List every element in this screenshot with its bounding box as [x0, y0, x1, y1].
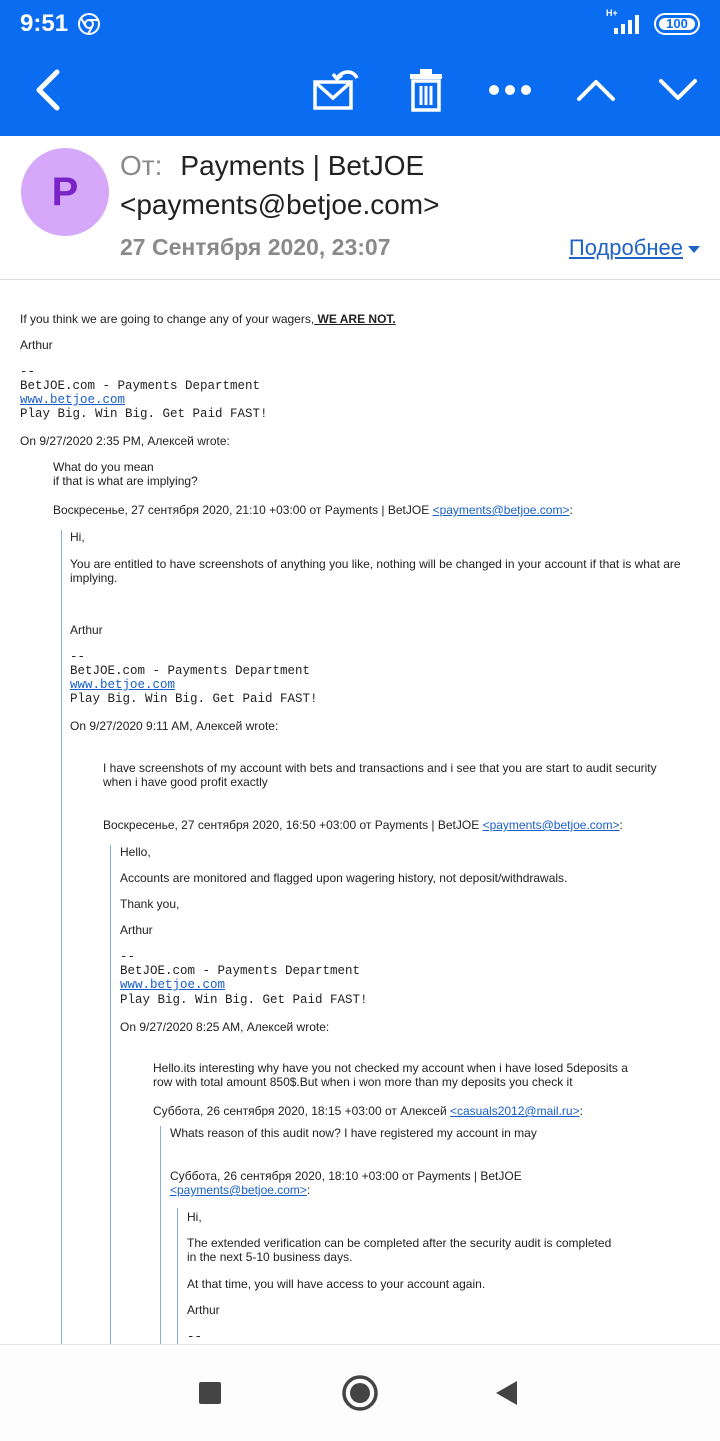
from-line — [120, 150, 424, 182]
quote-1-line-2: if that is what are implying? — [53, 474, 198, 488]
sender-name[interactable]: Payments | BetJOE — [180, 150, 425, 181]
signature-name: Arthur — [20, 338, 53, 352]
quote-1-email-link[interactable]: <payments@betjoe.com> — [432, 503, 570, 517]
quote-3-header-colon: : — [619, 818, 623, 832]
mark-unread-icon — [311, 68, 361, 112]
signature-company: BetJOE.com - Payments Department — [20, 379, 261, 393]
quote-2-name: Arthur — [70, 623, 103, 637]
details-label: Подробнее — [568, 235, 683, 260]
next-message-button[interactable] — [648, 60, 708, 120]
quote-6-header-line-1: Суббота, 26 сентября 2020, 18:10 +03:00 от Payments | BetJOE — [170, 1169, 522, 1183]
back-arrow-icon — [33, 68, 63, 112]
quote-3-email-link[interactable]: <payments@betjoe.com> — [482, 818, 620, 832]
quote-7-dash: -- — [187, 1330, 203, 1344]
details-link[interactable] — [569, 235, 700, 261]
app-bar — [0, 0, 720, 136]
delete-button[interactable] — [396, 60, 456, 120]
quote-1-header-colon: : — [569, 503, 573, 517]
quote-2-para-line-2: implying. — [70, 571, 118, 585]
quote-3-line-1: I have screenshots of my account with bets and transactions and i see that you are start to audit security — [103, 761, 657, 775]
quote-bar-level-2 — [110, 845, 111, 1344]
quote-7-line-3: At that time, you will have access to your account again. — [187, 1277, 486, 1291]
quote-5-header — [153, 1104, 583, 1118]
message-body — [0, 280, 720, 1344]
sender-email[interactable]: <payments@betjoe.com> — [120, 189, 440, 220]
quote-5-header-text: Суббота, 26 сентября 2020, 18:15 +03:00 от Алексей — [153, 1104, 450, 1118]
status-bar — [0, 0, 720, 50]
quote-3-header-text: Воскресенье, 27 сентября 2020, 16:50 +03:00 от Payments | BetJOE — [103, 818, 483, 832]
quote-4-site-link[interactable]: www.betjoe.com — [120, 978, 226, 992]
intro-text-bold: WE ARE NOT. — [314, 312, 396, 326]
quote-2-greeting: Hi, — [70, 530, 85, 544]
network-type-label: H+ — [606, 8, 618, 18]
signature-dash: -- — [20, 365, 36, 379]
quote-3-line-2: when i have good profit exactly — [103, 775, 268, 789]
intro-text-main: If you think we are going to change any of your wagers, — [20, 312, 315, 326]
quote-4-name: Arthur — [120, 923, 153, 937]
mark-unread-button[interactable] — [306, 60, 366, 120]
trash-icon — [406, 68, 446, 112]
intro-text — [20, 312, 396, 326]
recents-square-icon — [198, 1381, 222, 1405]
quote-2-site-link[interactable]: www.betjoe.com — [70, 678, 176, 692]
quote-3-header — [103, 818, 623, 832]
quote-7-line-1: The extended verification can be completed after the security audit is completed — [187, 1236, 612, 1250]
quote-4-greeting: Hello, — [120, 845, 151, 859]
system-back-button[interactable] — [482, 1369, 530, 1417]
battery-icon — [654, 13, 700, 35]
quote-bar-level-1 — [61, 530, 62, 1344]
more-button[interactable] — [480, 60, 540, 120]
quote-bar-level-3 — [160, 1126, 161, 1344]
quote-5-email-link[interactable]: <casuals2012@mail.ru> — [450, 1104, 580, 1118]
quote-6-text: Whats reason of this audit now? I have registered my account in may — [170, 1126, 537, 1140]
quote-4-attribution: On 9/27/2020 8:25 AM, Алексей wrote: — [120, 1020, 330, 1034]
avatar[interactable]: P — [21, 148, 109, 236]
chevron-up-icon — [576, 78, 616, 102]
quote-1-line-1: What do you mean — [53, 460, 154, 474]
home-button[interactable] — [336, 1369, 384, 1417]
quote-2-slogan: Play Big. Win Big. Get Paid FAST! — [70, 692, 318, 706]
system-nav-bar — [0, 1344, 720, 1441]
quote-2-company: BetJOE.com - Payments Department — [70, 664, 311, 678]
quote-4-thanks: Thank you, — [120, 897, 180, 911]
quote-6-email-link[interactable]: <payments@betjoe.com> — [170, 1183, 307, 1197]
quote-2-para-line-1: You are entitled to have screenshots of anything you like, nothing will be changed in your account if that is what are — [70, 557, 681, 571]
status-time: 9:51 — [20, 10, 69, 37]
from-label: От: — [120, 150, 163, 181]
quote-2-attribution: On 9/27/2020 9:11 AM, Алексей wrote: — [70, 719, 279, 733]
back-triangle-icon — [493, 1379, 519, 1407]
quote-4-para: Accounts are monitored and flagged upon wagering history, not deposit/withdrawals. — [120, 871, 568, 885]
recents-button[interactable] — [186, 1369, 234, 1417]
home-circle-icon — [341, 1374, 379, 1412]
more-icon — [488, 84, 532, 96]
signal-icon — [612, 12, 644, 34]
message-date: 27 Сентября 2020, 23:07 — [120, 234, 391, 260]
quote-4-slogan: Play Big. Win Big. Get Paid FAST! — [120, 993, 368, 1007]
signature-slogan: Play Big. Win Big. Get Paid FAST! — [20, 407, 268, 421]
battery-level: 100 — [659, 18, 695, 30]
quote-4-dash: -- — [120, 950, 136, 964]
quote-6-header-line-2 — [170, 1183, 310, 1197]
quote-4-company: BetJOE.com - Payments Department — [120, 964, 361, 978]
quote-5-line-1: Hello.its interesting why have you not checked my account when i have losed 5deposits a — [153, 1061, 628, 1075]
quote-7-name: Arthur — [187, 1303, 220, 1317]
chrome-icon — [78, 13, 100, 35]
signature-site-link[interactable]: www.betjoe.com — [20, 393, 126, 407]
quote-6-header-colon: : — [306, 1183, 311, 1197]
quote-1-header — [53, 503, 573, 517]
quote-7-greeting: Hi, — [187, 1210, 202, 1224]
quote-5-line-2: row with total amount 850$.But when i won more than my deposits you check it — [153, 1075, 573, 1089]
quote-5-header-colon: : — [579, 1104, 583, 1118]
quote-1-header-text: Воскресенье, 27 сентября 2020, 21:10 +03:00 от Payments | BetJOE — [53, 503, 433, 517]
caret-down-icon — [688, 246, 700, 253]
quote-attribution: On 9/27/2020 2:35 PM, Алексей wrote: — [20, 434, 230, 448]
quote-bar-level-4 — [177, 1208, 178, 1344]
message-header — [0, 136, 720, 280]
chevron-down-icon — [658, 78, 698, 102]
quote-7-line-2: in the next 5-10 business days. — [187, 1250, 353, 1264]
quote-2-dash: -- — [70, 650, 86, 664]
previous-message-button[interactable] — [566, 60, 626, 120]
back-button[interactable] — [18, 60, 78, 120]
